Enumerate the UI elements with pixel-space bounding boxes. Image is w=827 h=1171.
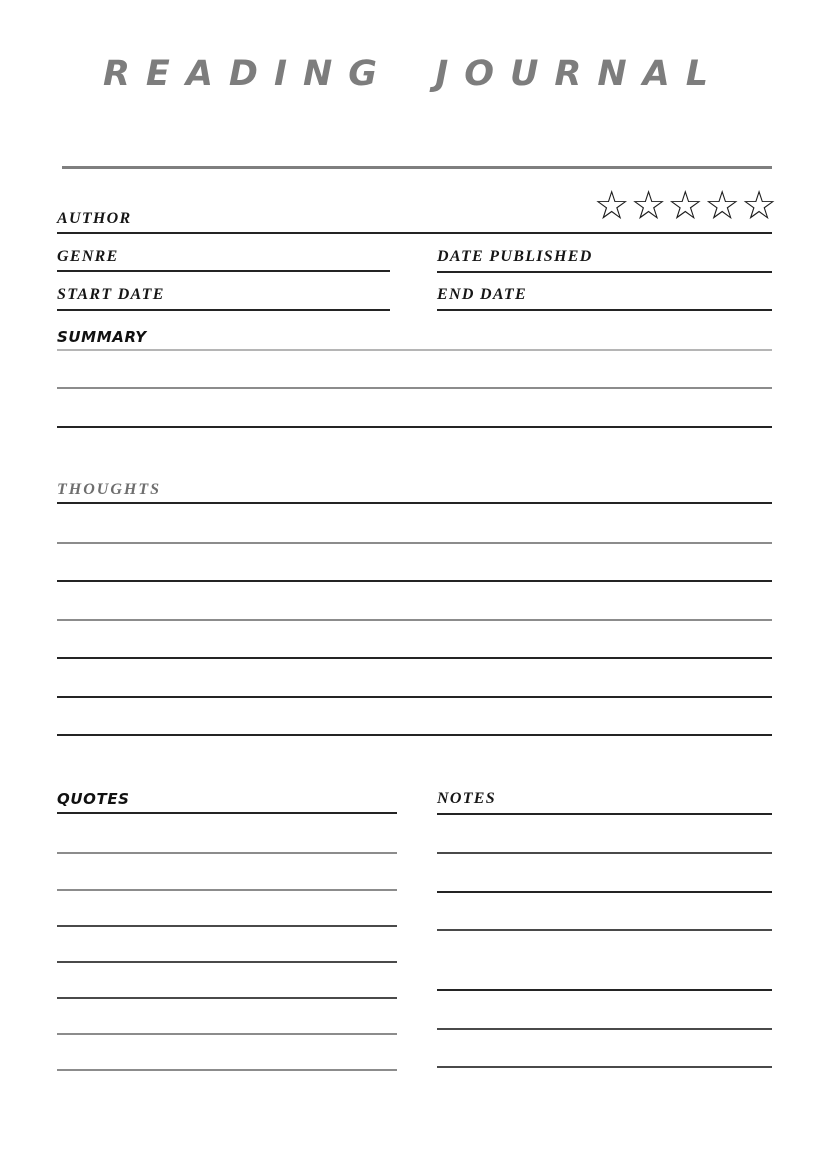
quotes-input-line[interactable] xyxy=(57,1033,397,1035)
notes-input-line[interactable] xyxy=(437,852,772,854)
summary-input-line[interactable] xyxy=(57,349,772,351)
thoughts-input-line[interactable] xyxy=(57,619,772,621)
summary-input-line[interactable] xyxy=(57,426,772,428)
date-published-label: DATE PUBLISHED xyxy=(437,248,593,265)
genre-input-line[interactable] xyxy=(57,270,390,272)
star-outline-icon[interactable]: ☆ xyxy=(667,183,705,229)
star-outline-icon[interactable]: ☆ xyxy=(593,183,631,229)
star-outline-icon[interactable]: ☆ xyxy=(741,183,778,229)
start-date-label: START DATE xyxy=(57,286,165,303)
notes-input-line[interactable] xyxy=(437,1028,772,1030)
notes-input-line[interactable] xyxy=(437,891,772,893)
thoughts-input-line[interactable] xyxy=(57,502,772,504)
thoughts-input-line[interactable] xyxy=(57,580,772,582)
notes-label: NOTES xyxy=(437,790,496,807)
star-outline-icon[interactable]: ☆ xyxy=(630,183,668,229)
date-published-input-line[interactable] xyxy=(437,271,772,273)
top-divider xyxy=(62,166,772,169)
thoughts-input-line[interactable] xyxy=(57,657,772,659)
thoughts-input-line[interactable] xyxy=(57,696,772,698)
quotes-label: QUOTES xyxy=(57,790,130,808)
notes-input-line[interactable] xyxy=(437,1066,772,1068)
star-rating[interactable] xyxy=(578,183,778,229)
end-date-input-line[interactable] xyxy=(437,309,772,311)
thoughts-input-line[interactable] xyxy=(57,542,772,544)
quotes-input-line[interactable] xyxy=(57,812,397,814)
summary-label: SUMMARY xyxy=(57,328,147,346)
page-title: READING JOURNAL xyxy=(102,54,725,94)
summary-input-line[interactable] xyxy=(57,387,772,389)
quotes-input-line[interactable] xyxy=(57,925,397,927)
quotes-input-line[interactable] xyxy=(57,852,397,854)
thoughts-input-line[interactable] xyxy=(57,734,772,736)
star-outline-icon[interactable]: ☆ xyxy=(704,183,742,229)
quotes-input-line[interactable] xyxy=(57,889,397,891)
quotes-input-line[interactable] xyxy=(57,997,397,999)
notes-input-line[interactable] xyxy=(437,813,772,815)
author-label: AUTHOR xyxy=(57,210,132,227)
notes-input-line[interactable] xyxy=(437,989,772,991)
quotes-input-line[interactable] xyxy=(57,1069,397,1071)
quotes-input-line[interactable] xyxy=(57,961,397,963)
author-input-line[interactable] xyxy=(57,232,772,234)
end-date-label: END DATE xyxy=(437,286,527,303)
notes-input-line[interactable] xyxy=(437,929,772,931)
start-date-input-line[interactable] xyxy=(57,309,390,311)
thoughts-label: THOUGHTS xyxy=(57,481,161,498)
genre-label: GENRE xyxy=(57,248,119,265)
